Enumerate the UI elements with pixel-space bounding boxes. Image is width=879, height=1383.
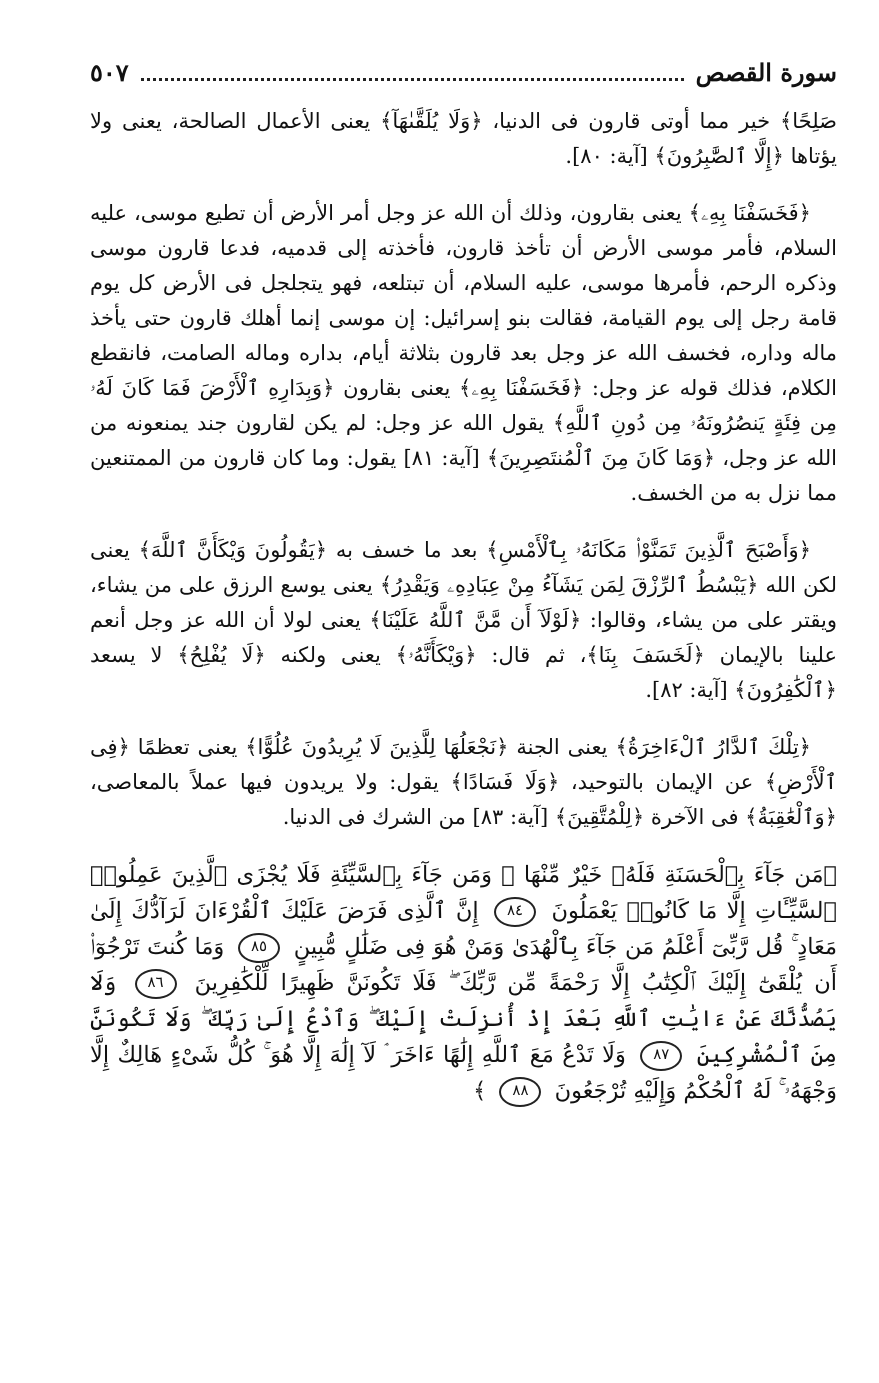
verse-84-text: ﴿مَن جَآءَ بِٱلْحَسَنَةِ فَلَهُۥ خَيْرٌ مِّنْهَا ۖ وَمَن جَآءَ بِٱلسَّيِّئَةِ فَلَا يُجْزَى ٱلَّذِينَ عَمِلُوا۟ ٱلسَّيِّـَٔاتِ إِلَّا مَا كَانُوا۟ يَعْمَلُونَ <box>90 862 837 924</box>
aya-number-85: ٨٥ <box>238 933 280 963</box>
commentary-paragraph-4: ﴿تِلْكَ ٱلدَّارُ ٱلْءَاخِرَةُ﴾ يعنى الجنة ﴿نَجْعَلُهَا لِلَّذِينَ لَا يُرِيدُونَ عُلُوًّا﴾ يعنى تعظمًا ﴿فِى ٱلْأَرْضِ﴾ عن الإيمان بالتوحيد، ﴿وَلَا فَسَادًا﴾ يقول: ولا يريدون فيها عملاً بالمعاصى، ﴿وَٱلْعَٰقِبَةُ﴾ فى الآخرة ﴿لِلْمُتَّقِينَ﴾ [آية: ٨٣] من الشرك فى الدنيا. <box>90 735 837 829</box>
header-dots-divider <box>141 78 684 81</box>
aya-number-87: ٨٧ <box>640 1041 682 1071</box>
commentary-paragraph-1: صَلِحًا﴾ خير مما أوتى قارون فى الدنيا، ﴿وَلَا يُلَقَّىٰهَآ﴾ يعنى الأعمال الصالحة، يعنى ولا يؤتاها ﴿إِلَّا ٱلصَّٰبِرُونَ﴾ [آية: ٨٠]. <box>90 109 837 168</box>
aya-number-86: ٨٦ <box>135 969 177 999</box>
commentary-paragraph-2: ﴿فَخَسَفْنَا بِهِۦ﴾ يعنى بقارون، وذلك أن الله عز وجل أمر الأرض أن تطيع موسى، عليه السلام، فأمر موسى الأرض أن تأخذ قارون، فأخذته إلى قدميه، فدعا قارون موسى وذكره الرحم، فأمرها موسى، عليه السلام، أن تبتلعه، فهو يتجلجل فى الأرض كل يوم قامة رجل إلى يوم القيامة، فقالت بنو إسرائيل: إن موسى إنما أهلك قارون حتى يأخذ ماله وداره، فخسف الله عز وجل بعد قارون بثلاثة أيام، بداره وماله الصامت، فانقطع الكلام، فذلك قوله عز وجل: ﴿فَخَسَفْنَا بِهِۦ﴾ يعنى بقارون ﴿وَبِدَارِهِ ٱلْأَرْضَ فَمَا كَانَ لَهُۥ مِن فِئَةٍ يَنصُرُونَهُۥ مِن دُونِ ٱللَّهِ﴾ يقول الله عز وجل: لم يكن لقارون جند يمنعونه من الله عز وجل، ﴿وَمَا كَانَ مِنَ ٱلْمُنتَصِرِينَ﴾ [آية: ٨١] يقول: وما كان قارون من الممتنعين مما نزل به من الخسف. <box>90 201 837 505</box>
page-header <box>90 58 837 90</box>
verse-86-text: وَمَا كُنتَ تَرْجُوٓا۟ أَن يُلْقَىٰٓ إِلَيْكَ ٱلْكِتَٰبُ إِلَّا رَحْمَةً مِّن رَّبِّكَ ۖ فَلَا تَكُونَنَّ ظَهِيرًا لِّلْكَٰفِرِينَ <box>90 934 838 996</box>
surah-title: سورة القصص <box>695 58 837 87</box>
aya-number-88: ٨٨ <box>499 1077 541 1107</box>
quran-verses-block <box>90 857 837 1109</box>
page-number: ٥٠٧ <box>90 58 129 87</box>
commentary-paragraph-3: ﴿وَأَصْبَحَ ٱلَّذِينَ تَمَنَّوْا۟ مَكَانَهُۥ بِٱلْأَمْسِ﴾ بعد ما خسف به ﴿يَقُولُونَ وَيْكَأَنَّ ٱللَّهَ﴾ يعنى لكن الله ﴿يَبْسُطُ ٱلرِّزْقَ لِمَن يَشَآءُ مِنْ عِبَادِهِۦ وَيَقْدِرُ﴾ يعنى يوسع الرزق على من يشاء، ويقتر على من يشاء، وقالوا: ﴿لَوْلَآ أَن مَّنَّ ٱللَّهُ عَلَيْنَا﴾ يعنى لولا أن الله عز وجل أنعم علينا بالإيمان ﴿لَخَسَفَ بِنَا﴾، ثم قال: ﴿وَيْكَأَنَّهُۥ﴾ يعنى ولكنه ﴿لَا يُفْلِحُ﴾ لا يسعد ﴿ٱلْكَٰفِرُونَ﴾ [آية: ٨٢]. <box>90 538 837 702</box>
aya-number-84: ٨٤ <box>494 897 536 927</box>
closing-bracket: ﴾ <box>473 1078 487 1104</box>
verse-85-text: إِنَّ ٱلَّذِى فَرَضَ عَلَيْكَ ٱلْقُرْءَانَ لَرَآدُّكَ إِلَىٰ مَعَادٍ ۚ قُل رَّبِّىٓ أَعْلَمُ مَن جَآءَ بِٱلْهُدَىٰ وَمَنْ هُوَ فِى ضَلَٰلٍ مُّبِينٍ <box>90 898 837 960</box>
verse-88-text: وَلَا تَدْعُ مَعَ ٱللَّهِ إِلَٰهًا ءَاخَرَ ۘ لَآ إِلَٰهَ إِلَّا هُوَ ۚ كُلُّ شَىْءٍ هَالِكٌ إِلَّا وَجْهَهُۥ ۚ لَهُ ٱلْحُكْمُ وَإِلَيْهِ تُرْجَعُونَ <box>90 1042 837 1104</box>
verse-87-text: وَلَا يَصُدُّنَّكَ عَنْ ءَايَٰتِ ٱللَّهِ بَعْدَ إِذْ أُنزِلَتْ إِلَيْكَ ۖ وَٱدْعُ إِلَىٰ رَبِّكَ ۖ وَلَا تَكُونَنَّ مِنَ ٱلْمُشْرِكِينَ <box>90 970 837 1068</box>
